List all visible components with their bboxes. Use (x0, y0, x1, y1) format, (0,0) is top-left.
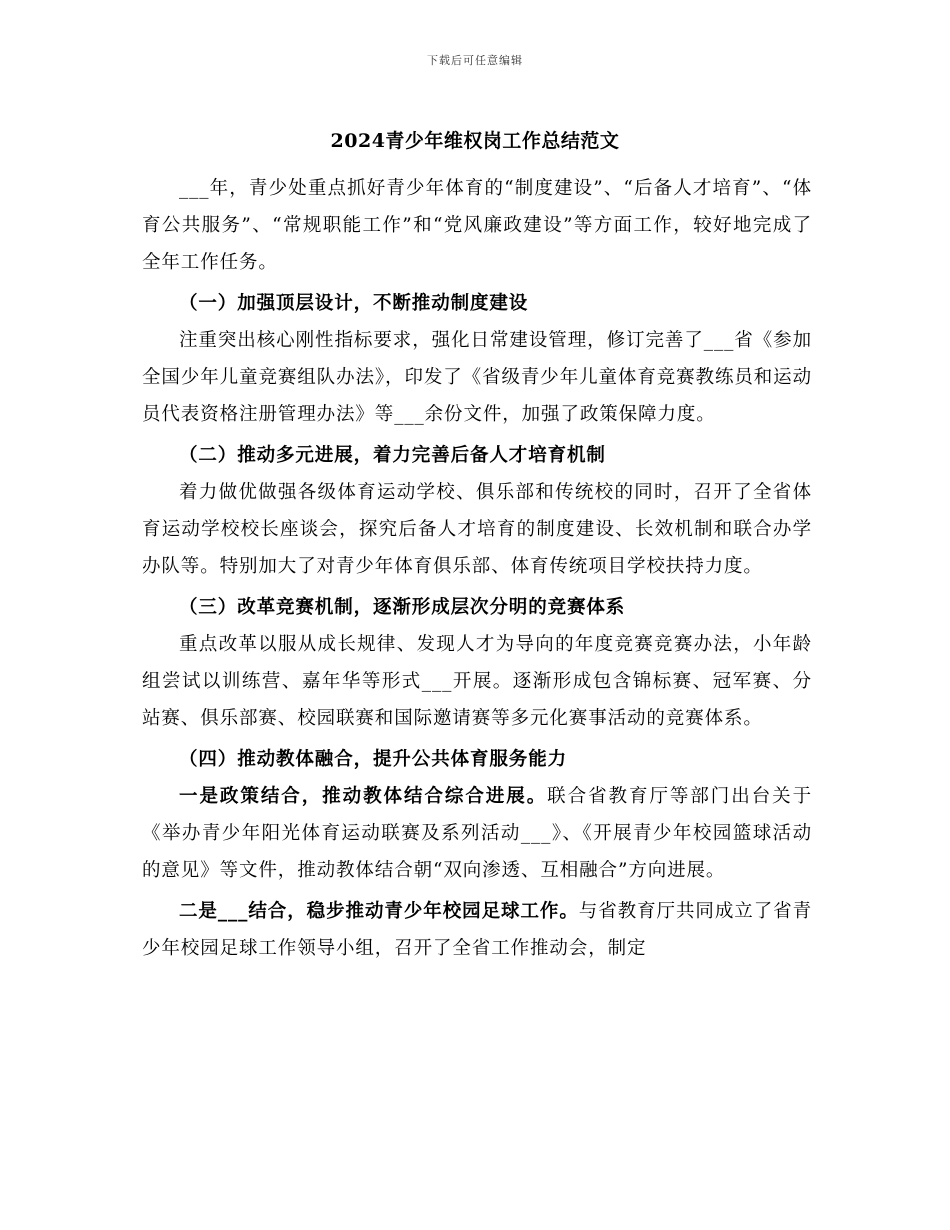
header-note: 下载后可任意编辑 (427, 54, 523, 67)
section-heading-2: （二）推动多元进展，着力完善后备人才培育机制 (179, 445, 606, 466)
section-paragraph-4b (142, 893, 812, 967)
paragraph-lead-4a: 一是政策结合，推动教体结合综合进展。 (179, 786, 548, 807)
document-body (142, 170, 812, 967)
section-paragraph-3: 重点改革以服从成长规律、发现人才为导向的年度竞赛竞赛办法，小年龄组尝试以训练营、嘉年华等形式___开展。逐渐形成包含锦标赛、冠军赛、分站赛、俱乐部赛、校园联赛和国际邀请赛等多元化赛事活动的竞赛体系。 (142, 634, 812, 729)
document-title: 2024青少年维权岗工作总结范文 (330, 130, 620, 152)
paragraph-lead-4b: 二是___结合，稳步推动青少年校园足球工作。 (179, 901, 579, 922)
section-heading-4: （四）推动教体融合，提升公共体育服务能力 (179, 749, 568, 770)
section-heading-1: （一）加强顶层设计，不断推动制度建设 (179, 293, 529, 314)
paragraph-text-4b: 与省教育厅共同成立了省青少年校园足球工作领导小组，召开了全省工作推动会，制定 (142, 901, 812, 959)
section-paragraph-2: 着力做优做强各级体育运动学校、俱乐部和传统校的同时，召开了全省体育运动学校校长座谈会，探究后备人才培育的制度建设、长效机制和联合办学办队等。特别加大了对青少年体育俱乐部、体育传统项目学校扶持力度。 (142, 482, 812, 577)
section-paragraph-1: 注重突出核心刚性指标要求，强化日常建设管理，修订完善了___省《参加全国少年儿童竞赛组队办法》，印发了《省级青少年儿童体育竞赛教练员和运动员代表资格注册管理办法》等___余份文件，加强了政策保障力度。 (142, 330, 812, 425)
intro-paragraph: ___年，青少处重点抓好青少年体育的“制度建设”、“后备人才培育”、“体育公共服务”、“常规职能工作”和“党风廉政建设”等方面工作，较好地完成了全年工作任务。 (142, 178, 812, 273)
section-heading-3: （三）改革竞赛机制，逐渐形成层次分明的竞赛体系 (179, 597, 626, 618)
section-paragraph-4a (142, 778, 812, 889)
paragraph-text-4a: 联合省教育厅等部门出台关于《举办青少年阳光体育运动联赛及系列活动___》、《开展青少年校园篮球活动的意见》等文件，推动教体结合朝“双向渗透、互相融合”方向进展。 (142, 786, 813, 881)
